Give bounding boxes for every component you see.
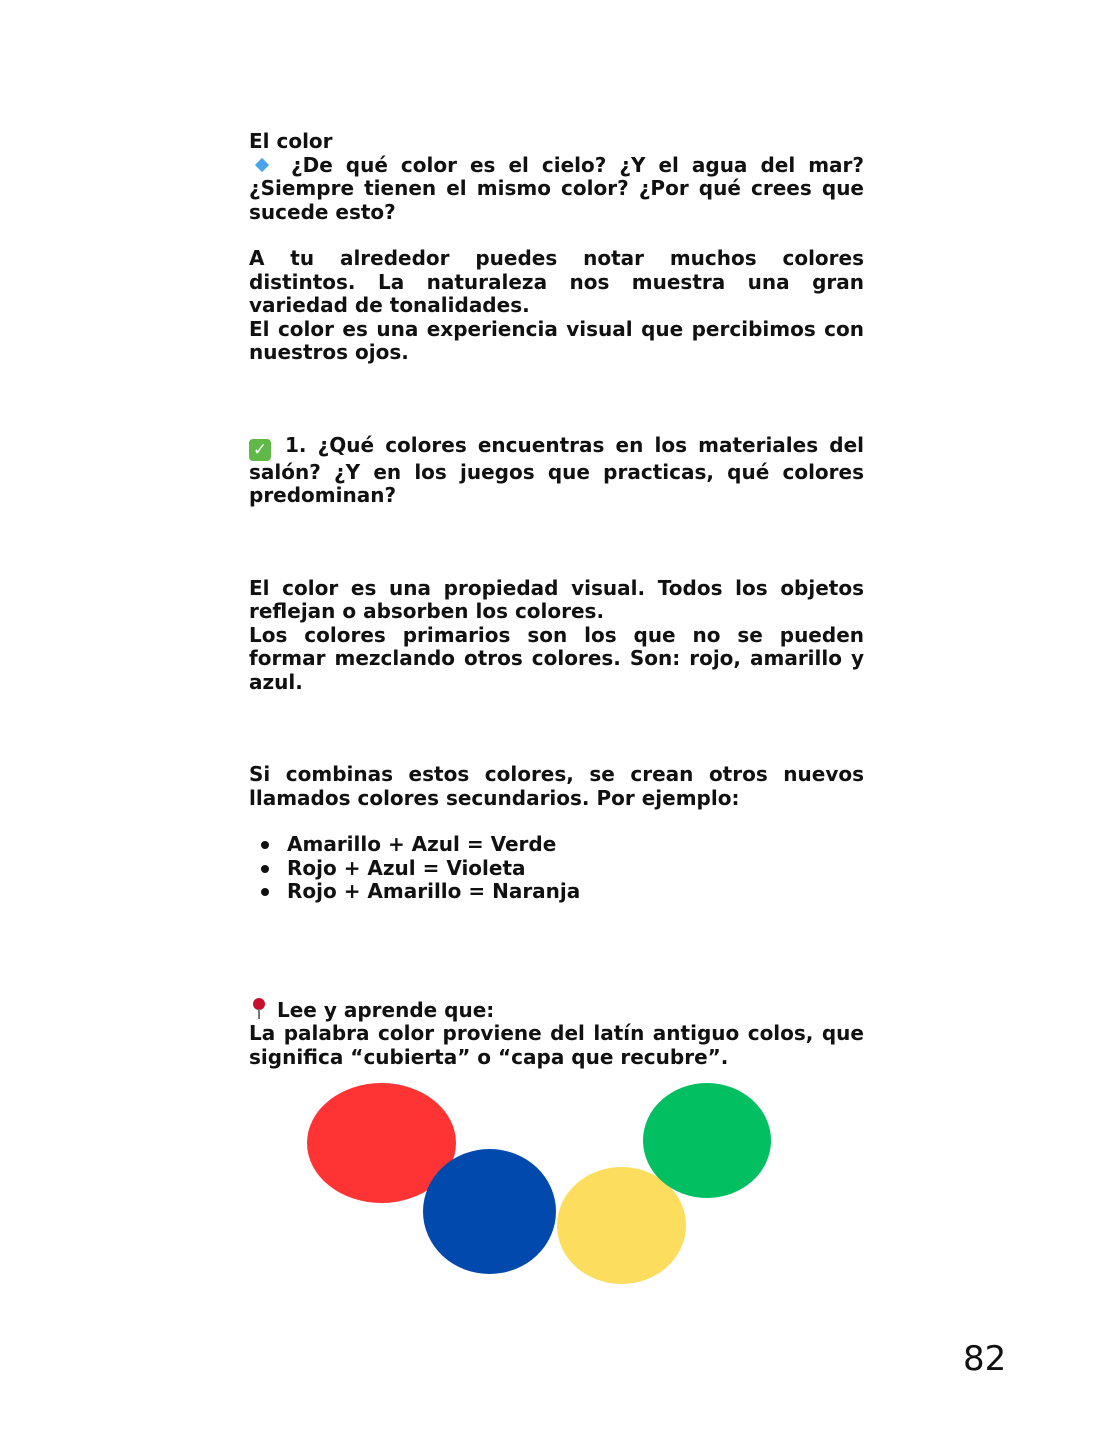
fact-box [249,998,864,1070]
list-item [249,857,864,881]
colors-explanation [249,247,864,365]
check-mark-icon: ✓ [249,439,271,461]
blue-diamond-icon [255,158,269,172]
paragraph-property: El color es una propiedad visual. Todos los objetos reflejan o absorben los colores. [249,575,864,623]
bullet-icon [261,841,269,849]
intro-question [249,154,864,225]
paragraph-primary: Los colores primarios son los que no se pueden formar mezclando otros colores. Son: rojo, amarillo y azul. [249,622,864,694]
page-content [249,130,864,1069]
list-item [249,880,864,904]
intro-question-text: ¿De qué color es el cielo? ¿Y el agua del mar? ¿Siempre tienen el mismo color? ¿Por qué crees que sucede esto? [249,152,864,224]
list-item-text: Amarillo + Azul = Verde [287,832,557,856]
fact-text: La palabra color proviene del latín antiguo colos, que significa “cubierta” o “capa que recubre”. [249,1021,864,1069]
pushpin-icon [249,998,269,1020]
bullet-icon [261,865,269,873]
color-mix-list [249,833,864,904]
paragraph-secondary: Si combinas estos colores, se crean otros nuevos llamados colores secundarios. Por ejemplo: [249,762,864,810]
fact-heading-text: Lee y aprende que: [277,997,495,1022]
blue-circle [423,1149,556,1274]
paragraph-experience: El color es una experiencia visual que percibimos con nuestros ojos. [249,316,864,364]
paragraph-colors: A tu alrededor puedes notar muchos colores distintos. La naturaleza nos muestra una gran variedad de tonalidades. [249,246,864,317]
activity-question [249,434,864,508]
fact-heading [249,998,864,1023]
list-item-text: Rojo + Amarillo = Naranja [287,879,581,903]
activity-question-text: 1. ¿Qué colores encuentras en los materiales del salón? ¿Y en los juegos que practicas, qué colores predominan? [249,432,864,507]
page-title: El color [249,129,333,153]
bullet-icon [261,888,269,896]
green-circle [643,1083,771,1198]
list-item-text: Rojo + Azul = Violeta [287,855,526,880]
primary-colors-explanation [249,577,864,695]
page-number: 82 [963,1339,1007,1379]
list-item [249,833,864,857]
